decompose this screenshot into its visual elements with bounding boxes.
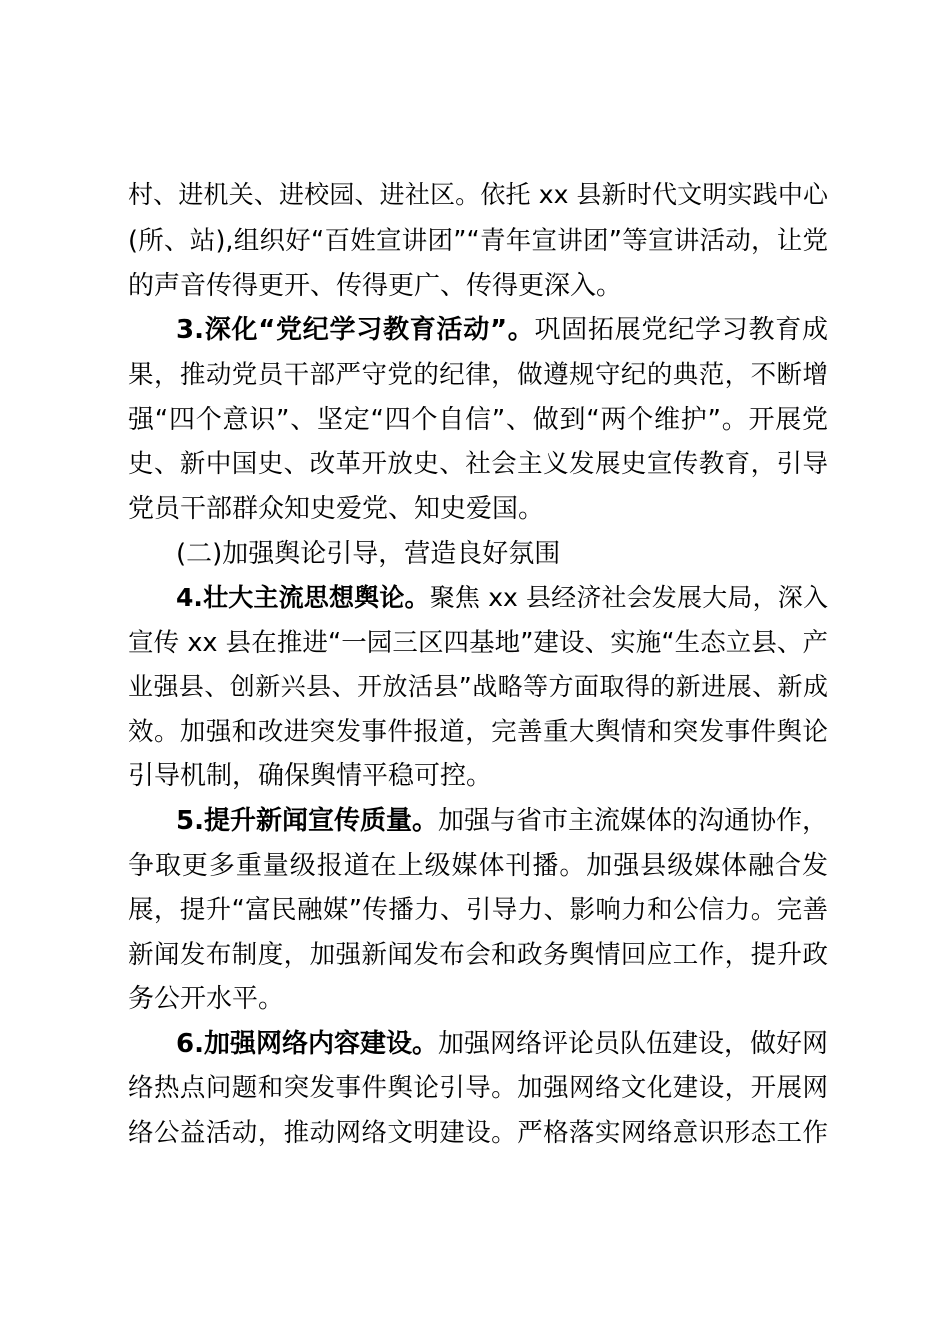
paragraph-line <box>128 667 828 707</box>
text-span: 党员干部群众知史爱党、知史爱国。 <box>128 494 545 524</box>
paragraph-line <box>128 979 828 1019</box>
paragraph-line <box>128 266 828 306</box>
paragraph-line <box>128 444 828 484</box>
item-heading-line <box>176 1024 828 1064</box>
item-title: 5.提升新闻宣传质量。 <box>176 806 438 836</box>
text-span: 加强网络评论员队伍建设，做好网 <box>437 1029 828 1059</box>
text-span: 络热点问题和突发事件舆论引导。加强网络文化建设，开展网 <box>128 1073 828 1103</box>
text-span: 强“四个意识”、坚定“四个自信”、做到“两个维护”。开展党 <box>128 405 828 435</box>
item-title: 4.壮大主流思想舆论。 <box>176 583 430 612</box>
text-span: 宣传 xx 县在推进“一园三区四基地”建设、实施“生态立县、产 <box>128 628 828 658</box>
text-span: 业强县、创新兴县、开放活县”战略等方面取得的新进展、新成 <box>128 672 828 701</box>
paragraph-line <box>128 175 828 215</box>
paragraph-line <box>128 221 828 261</box>
paragraph-line <box>128 489 828 529</box>
paragraph-line <box>128 712 828 752</box>
paragraph-line <box>128 1068 828 1108</box>
section-heading-text: (二)加强舆论引导，营造良好氛围 <box>176 539 561 569</box>
paragraph-line <box>128 756 828 796</box>
text-span: 果，推动党员干部严守党的纪律，做遵规守纪的典范，不断增 <box>128 360 828 390</box>
paragraph-line <box>128 355 828 395</box>
text-span: 聚焦 xx 县经济社会发展大局，深入 <box>429 583 828 612</box>
item-heading-line <box>176 310 828 350</box>
paragraph-line <box>128 890 828 930</box>
item-title: 3.深化“党纪学习教育活动”。 <box>176 315 535 345</box>
text-span: 引导机制，确保舆情平稳可控。 <box>128 761 493 791</box>
text-span: 的声音传得更开、传得更广、传得更深入。 <box>128 271 623 301</box>
paragraph-line <box>128 623 828 663</box>
text-span: 新闻发布制度，加强新闻发布会和政务舆情回应工作，提升政 <box>128 940 828 970</box>
text-span: 络公益活动，推动网络文明建设。严格落实网络意识形态工作 <box>128 1118 828 1148</box>
item-heading-line <box>176 801 828 841</box>
text-span: 效。加强和改进突发事件报道，完善重大舆情和突发事件舆论 <box>128 717 828 747</box>
paragraph-line <box>128 935 828 975</box>
text-span: 展，提升“富民融媒”传播力、引导力、影响力和公信力。完善 <box>128 895 828 925</box>
text-span: 村、进机关、进校园、进社区。依托 xx 县新时代文明实践中心 <box>128 180 828 209</box>
text-span: 加强与省市主流媒体的沟通协作， <box>437 806 828 836</box>
paragraph-line <box>128 846 828 886</box>
item-heading-line <box>176 578 828 618</box>
paragraph-line <box>128 1113 828 1153</box>
text-span: 务公开水平。 <box>128 984 285 1014</box>
paragraph-line <box>128 400 828 440</box>
section-heading <box>176 534 828 574</box>
text-span: 史、新中国史、改革开放史、社会主义发展史宣传教育，引导 <box>128 449 828 479</box>
text-span: 争取更多重量级报道在上级媒体刊播。加强县级媒体融合发 <box>128 851 828 881</box>
item-title: 6.加强网络内容建设。 <box>176 1029 438 1059</box>
text-span: (所、站),组织好“百姓宣讲团”“青年宣讲团”等宣讲活动，让党 <box>128 226 828 256</box>
text-span: 巩固拓展党纪学习教育成 <box>534 315 828 345</box>
